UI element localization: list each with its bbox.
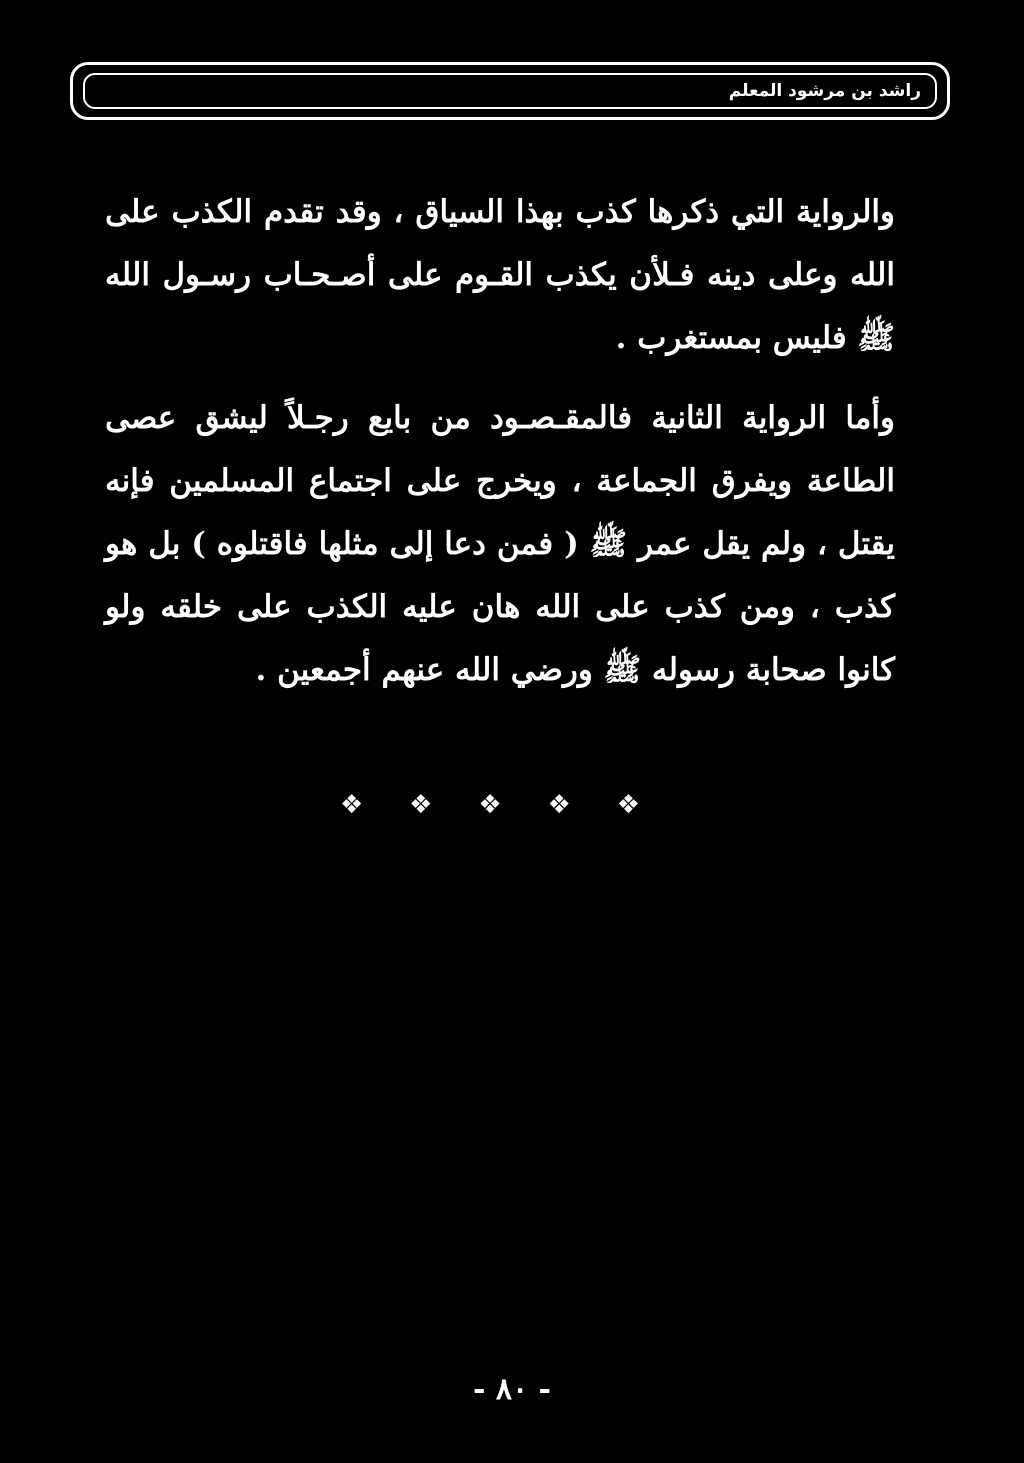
running-header xyxy=(70,62,950,120)
running-header-inner-frame xyxy=(83,73,937,109)
body-paragraph-2: وأما الرواية الثانية فالمقـصـود من بايع رجـلاً ليشق عصى الطاعة ويفرق الجماعة ، ويخرج على اجتماع المسلمين فإنه يقتل ، ولم يقل عمر ﷺ ( فمن دعا إلى مثلها فاقتلوه ) بل هو كذب ، ومن كذب على الله هان عليه الكذب على خلقه ولو كانوا صحابة رسوله ﷺ ورضي الله عنهم أجمعين . xyxy=(105,400,895,688)
ornament-icon: ❖ xyxy=(340,790,364,820)
ornament-icon: ❖ xyxy=(547,790,571,820)
ornament-icon: ❖ xyxy=(478,790,502,820)
section-divider-ornaments xyxy=(340,790,640,820)
page-number: - ٨٠ - xyxy=(472,1372,552,1407)
body-paragraph-1: والرواية التي ذكرها كذب بهذا السياق ، وقد تقدم الكذب على الله وعلى دينه فـلأن يكذب القـوم على أصـحـاب رسـول الله ﷺ فليس بمستغرب . xyxy=(105,194,895,356)
running-header-title: راشد بن مرشود المعلم xyxy=(728,81,921,101)
ornament-icon: ❖ xyxy=(409,790,433,820)
ornament-icon: ❖ xyxy=(616,790,640,820)
